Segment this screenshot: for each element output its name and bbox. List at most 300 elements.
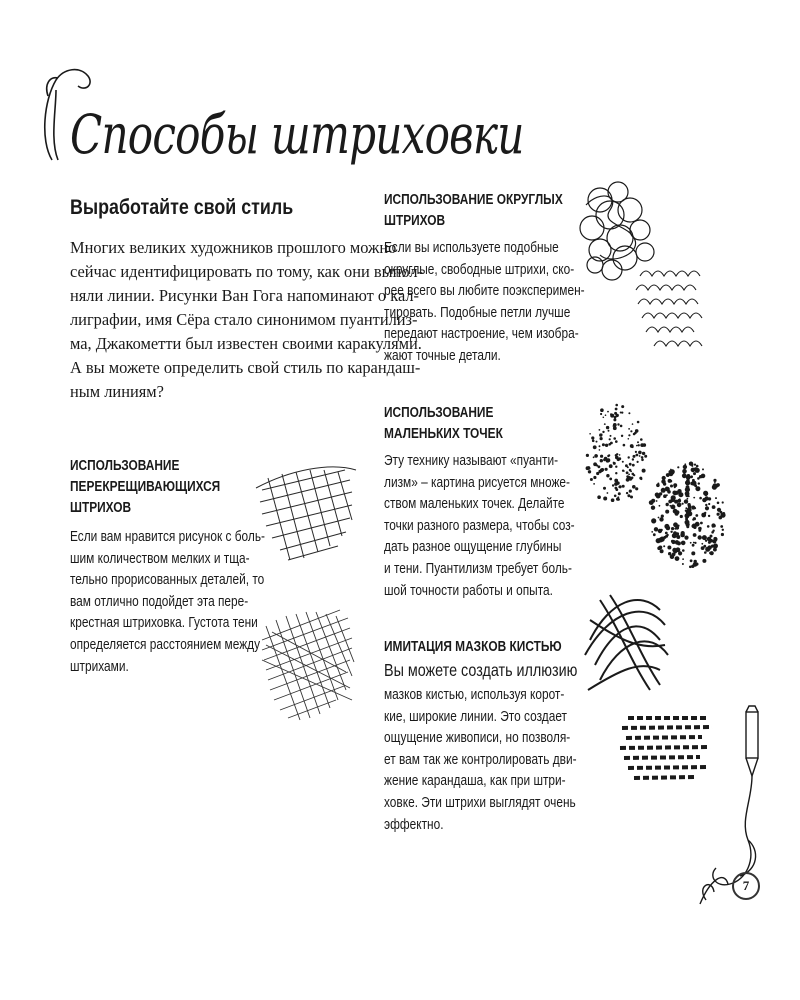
dot-mark xyxy=(670,485,673,488)
dot-mark xyxy=(663,545,665,547)
dot-mark xyxy=(705,504,707,506)
dot-mark xyxy=(694,560,697,563)
dot-mark xyxy=(623,444,626,447)
dot-mark xyxy=(617,423,619,425)
dot-mark xyxy=(672,548,677,553)
dot-mark xyxy=(613,425,615,427)
page-title: Способы штриховки xyxy=(70,103,524,166)
dot-mark xyxy=(629,463,632,466)
text-line: вам отлично подойдет эта пере- xyxy=(70,593,249,610)
dot-mark xyxy=(628,456,630,458)
dot-mark xyxy=(669,470,672,473)
dot-mark xyxy=(601,434,603,436)
dot-mark xyxy=(690,542,692,544)
dot-mark xyxy=(636,445,638,447)
dots-swatch-large xyxy=(649,462,726,569)
dot-mark xyxy=(657,546,661,550)
text-line: и тени. Пуантилизм требует боль- xyxy=(384,560,572,577)
dot-mark xyxy=(615,408,618,411)
intro-paragraph xyxy=(70,236,432,404)
dot-mark xyxy=(721,533,724,536)
dot-mark xyxy=(667,546,671,550)
dot-mark xyxy=(606,426,609,429)
dot-mark xyxy=(630,444,634,448)
dot-mark xyxy=(656,484,660,488)
scribble-swatch xyxy=(580,182,654,280)
dot-mark xyxy=(591,436,594,439)
dot-mark xyxy=(608,430,610,432)
loop-swatch xyxy=(636,271,702,346)
dot-mark xyxy=(665,510,669,514)
dot-mark xyxy=(610,435,612,437)
dot-mark xyxy=(711,531,714,534)
brush-heading: ИМИТАЦИЯ МАЗКОВ КИСТЬЮ xyxy=(384,639,562,655)
dot-mark xyxy=(620,412,622,414)
text-line: лизм» – картина рисуется множе- xyxy=(384,474,571,491)
intro-line: Многих великих художников прошлого можно xyxy=(70,238,397,257)
dot-mark xyxy=(599,449,601,451)
dot-mark xyxy=(589,433,591,435)
text-line: ховке. Эти штрихи выглядят очень xyxy=(384,794,576,811)
dot-mark xyxy=(616,498,619,501)
dot-mark xyxy=(588,470,591,473)
dot-mark xyxy=(598,470,601,473)
dot-mark xyxy=(621,435,623,437)
dot-mark xyxy=(597,495,601,499)
dot-mark xyxy=(684,463,686,465)
dot-mark xyxy=(692,525,695,528)
dot-mark xyxy=(687,498,689,500)
dot-mark xyxy=(593,456,595,458)
dot-mark xyxy=(680,515,683,518)
text-line: эффектно. xyxy=(384,816,444,833)
dot-mark xyxy=(611,498,615,502)
dot-mark xyxy=(596,441,598,443)
dot-mark xyxy=(705,494,708,497)
text-line: точки разного размера, чтобы соз- xyxy=(384,517,575,534)
dot-mark xyxy=(653,533,656,536)
dot-mark xyxy=(641,459,644,462)
dot-mark xyxy=(665,525,668,528)
text-line: штрихами. xyxy=(70,658,129,675)
dot-mark xyxy=(666,503,669,506)
dot-mark xyxy=(682,503,684,505)
dot-mark xyxy=(590,478,593,481)
dot-mark xyxy=(613,426,617,430)
dots-text xyxy=(384,451,575,602)
intro-line: лиграфии, имя Сёра стало синонимом пуантилиз- xyxy=(70,310,418,329)
dot-mark xyxy=(694,542,696,544)
dot-mark xyxy=(640,438,643,441)
dot-mark xyxy=(603,417,605,419)
dot-mark xyxy=(696,465,699,468)
dot-mark xyxy=(701,474,706,479)
page-number: 7 xyxy=(732,872,760,900)
dot-mark xyxy=(668,552,671,555)
crosshatch-swatch-light xyxy=(256,467,356,560)
dot-mark xyxy=(692,464,694,466)
dot-mark xyxy=(665,532,668,535)
dot-mark xyxy=(692,544,695,547)
dot-mark xyxy=(695,486,700,491)
intro-line: ма, Джакометти был известен своими каракулями. xyxy=(70,334,422,353)
dot-mark xyxy=(713,548,717,552)
dot-mark xyxy=(603,458,606,461)
dot-mark xyxy=(640,478,642,480)
dot-mark xyxy=(691,481,696,486)
heading-line: ИСПОЛЬЗОВАНИЕ xyxy=(70,458,180,474)
dot-mark xyxy=(698,529,701,532)
dot-mark xyxy=(714,479,716,481)
dot-mark xyxy=(659,492,662,495)
dot-mark xyxy=(607,492,609,494)
dot-mark xyxy=(642,452,645,455)
dot-mark xyxy=(613,437,616,440)
dot-mark xyxy=(622,461,624,463)
text-line: ощущение живописи, но позволя- xyxy=(384,730,571,747)
text-line: рее всего вы любите поэксперимен- xyxy=(384,283,585,300)
dot-mark xyxy=(695,468,700,473)
dot-mark xyxy=(656,495,659,498)
dot-mark xyxy=(619,454,621,456)
dot-mark xyxy=(668,500,672,504)
dot-mark xyxy=(602,443,605,446)
heading-line: ШТРИХОВ xyxy=(70,500,132,516)
dot-mark xyxy=(621,405,624,408)
brush-lead-line: Вы можете создать иллюзию xyxy=(384,660,578,680)
dot-mark xyxy=(602,431,604,433)
dot-mark xyxy=(676,535,680,539)
dot-mark xyxy=(600,459,603,462)
dot-mark xyxy=(677,466,679,468)
dot-mark xyxy=(605,444,608,447)
dot-mark xyxy=(696,525,698,527)
dot-mark xyxy=(600,413,602,415)
dot-mark xyxy=(715,497,717,499)
dot-mark xyxy=(677,503,682,508)
dot-mark xyxy=(600,408,604,412)
dot-mark xyxy=(673,483,677,487)
dot-mark xyxy=(665,487,670,492)
dot-mark xyxy=(720,525,723,528)
dot-mark xyxy=(654,527,658,531)
heading-line: ИСПОЛЬЗОВАНИЕ xyxy=(384,405,494,421)
dot-mark xyxy=(707,537,711,541)
round-strokes-text xyxy=(384,238,585,368)
dot-mark xyxy=(675,556,680,561)
dot-mark xyxy=(714,487,716,489)
text-line: шой точности работы и опыта. xyxy=(384,582,553,599)
dot-mark xyxy=(663,494,667,498)
dot-mark xyxy=(677,489,681,493)
dot-mark xyxy=(694,464,696,466)
dot-mark xyxy=(661,488,666,493)
dot-mark xyxy=(682,558,684,560)
dot-mark xyxy=(661,515,664,518)
dot-mark xyxy=(693,497,695,499)
dot-mark xyxy=(707,525,710,528)
heading-line: ШТРИХОВ xyxy=(384,213,446,229)
dot-mark xyxy=(682,469,687,474)
dot-mark xyxy=(618,492,621,495)
dot-mark xyxy=(656,500,658,502)
dot-mark xyxy=(713,537,717,541)
section-heading-style: Выработайте свой стиль xyxy=(70,196,294,219)
dot-mark xyxy=(686,485,690,489)
crosshatch-heading xyxy=(70,456,220,519)
dot-mark xyxy=(685,520,690,525)
text-line: дать разное ощущение глубины xyxy=(384,539,562,556)
dot-mark xyxy=(685,493,689,497)
dot-mark xyxy=(649,500,654,505)
dot-mark xyxy=(702,559,706,563)
dot-mark xyxy=(712,505,716,509)
dot-mark xyxy=(675,541,679,545)
dot-mark xyxy=(593,483,595,485)
dot-mark xyxy=(658,517,660,519)
dot-mark xyxy=(632,464,635,467)
dot-mark xyxy=(682,563,684,565)
dot-mark xyxy=(684,536,688,540)
dot-mark xyxy=(615,440,618,443)
dot-mark xyxy=(708,503,710,505)
dot-mark xyxy=(612,484,614,486)
dot-mark xyxy=(637,461,639,463)
dot-mark xyxy=(651,518,656,523)
dot-mark xyxy=(659,505,661,507)
dot-mark xyxy=(618,486,620,488)
dot-mark xyxy=(651,506,655,510)
dot-mark xyxy=(609,478,612,481)
dot-mark xyxy=(682,549,685,552)
dot-mark xyxy=(704,496,708,500)
dot-mark xyxy=(609,438,611,440)
dot-mark xyxy=(644,455,647,458)
heading-line: ПЕРЕКРЕЩИВАЮЩИХСЯ xyxy=(70,479,221,495)
dot-mark xyxy=(603,487,606,490)
dot-mark xyxy=(630,471,632,473)
dot-mark xyxy=(637,441,639,443)
dot-mark xyxy=(615,472,617,474)
dot-mark xyxy=(609,464,613,468)
dot-mark xyxy=(614,482,618,486)
dot-mark xyxy=(717,513,720,516)
dot-mark xyxy=(593,445,597,449)
dot-mark xyxy=(671,540,674,543)
dot-mark xyxy=(666,473,670,477)
dot-mark xyxy=(708,515,710,517)
dot-mark xyxy=(615,404,618,407)
dot-mark xyxy=(695,514,698,517)
dot-mark xyxy=(710,551,714,555)
dot-mark xyxy=(705,540,707,542)
brush-swatch-tangle xyxy=(585,595,668,690)
dot-mark xyxy=(693,472,696,475)
dot-mark xyxy=(622,470,624,472)
dot-mark xyxy=(717,502,720,505)
dot-mark xyxy=(643,444,645,446)
dot-mark xyxy=(617,458,620,461)
dot-mark xyxy=(636,454,639,457)
crosshatch-swatch-dense xyxy=(262,610,354,720)
dots-heading xyxy=(384,403,503,445)
dot-mark xyxy=(613,462,615,464)
dot-mark xyxy=(677,499,681,503)
heading-line: ИСПОЛЬЗОВАНИЕ ОКРУГЛЫХ xyxy=(384,192,563,208)
dot-mark xyxy=(658,538,663,543)
intro-line: няли линии. Рисунки Ван Гога напоминают о кал- xyxy=(70,286,419,305)
text-line: жение карандаша, как при штри- xyxy=(384,773,566,790)
dot-mark xyxy=(599,445,601,447)
text-line: ет вам так же контролировать дви- xyxy=(384,751,577,768)
dot-mark xyxy=(616,414,619,417)
dot-mark xyxy=(639,455,641,457)
dot-mark xyxy=(672,552,676,556)
dot-mark xyxy=(687,508,692,513)
dot-mark xyxy=(607,455,609,457)
text-line: Эту технику называют «пуанти- xyxy=(384,453,559,469)
round-strokes-heading xyxy=(384,190,563,232)
dot-mark xyxy=(606,458,610,462)
dot-mark xyxy=(603,497,607,501)
dot-mark xyxy=(592,440,595,443)
dot-mark xyxy=(633,455,636,458)
dot-mark xyxy=(614,479,618,483)
dot-mark xyxy=(626,492,628,494)
dot-mark xyxy=(668,479,672,483)
dot-mark xyxy=(632,485,636,489)
dot-mark xyxy=(680,533,685,538)
dot-mark xyxy=(675,510,679,514)
dot-mark xyxy=(641,456,644,459)
dot-mark xyxy=(678,551,682,555)
dot-mark xyxy=(628,438,630,440)
text-line: жают точные детали. xyxy=(384,347,501,364)
dot-mark xyxy=(707,545,711,549)
dot-mark xyxy=(638,444,640,446)
dot-mark xyxy=(606,474,609,477)
text-line: тельно прорисованных деталей, то xyxy=(70,572,265,589)
dot-mark xyxy=(712,526,714,528)
dot-mark xyxy=(630,496,633,499)
text-line: округлые, свободные штрихи, ско- xyxy=(384,261,575,278)
dot-mark xyxy=(701,543,703,545)
dot-mark xyxy=(630,430,632,432)
dot-mark xyxy=(613,418,616,421)
dot-mark xyxy=(626,475,629,478)
dot-mark xyxy=(628,474,630,476)
text-line: мазков кистью, используя корот- xyxy=(384,687,565,703)
dot-mark xyxy=(714,482,716,484)
dot-mark xyxy=(616,453,618,455)
dot-mark xyxy=(713,544,718,549)
text-line: крестная штриховка. Густота тени xyxy=(70,615,258,632)
dot-mark xyxy=(627,494,630,497)
dot-mark xyxy=(642,469,646,473)
dot-mark xyxy=(622,485,625,488)
dot-mark xyxy=(661,479,665,483)
dot-mark xyxy=(637,421,640,424)
dot-mark xyxy=(629,490,632,493)
dot-mark xyxy=(605,468,608,471)
dot-mark xyxy=(635,429,639,433)
dot-mark xyxy=(698,535,702,539)
brush-swatch-wide xyxy=(620,718,712,778)
dot-mark xyxy=(615,487,618,490)
dot-mark xyxy=(628,412,630,414)
dot-mark xyxy=(701,513,706,518)
dot-mark xyxy=(698,482,700,484)
dot-mark xyxy=(586,454,589,457)
dot-mark xyxy=(626,471,629,474)
intro-line: сейчас идентифицировать по тому, как они выпол- xyxy=(70,262,423,281)
dot-mark xyxy=(593,462,597,466)
dot-mark xyxy=(633,474,635,476)
dot-mark xyxy=(600,455,603,458)
dot-mark xyxy=(704,551,707,554)
dot-mark xyxy=(670,531,672,533)
text-line: ством маленьких точек. Делайте xyxy=(384,496,565,513)
dot-mark xyxy=(651,531,653,533)
dot-mark xyxy=(693,517,696,520)
dot-mark xyxy=(632,458,634,460)
dot-mark xyxy=(690,475,693,478)
dot-mark xyxy=(671,507,673,509)
text-line: определяется расстоянием между xyxy=(70,636,261,653)
dot-mark xyxy=(607,411,609,413)
dot-mark xyxy=(628,434,630,436)
dot-mark xyxy=(627,466,629,468)
dot-mark xyxy=(691,506,695,510)
dot-mark xyxy=(684,499,688,503)
dot-mark xyxy=(722,501,724,503)
dot-mark xyxy=(671,527,674,530)
dots-swatch-small xyxy=(586,404,648,502)
dot-mark xyxy=(675,526,679,530)
text-line: кие, широкие линии. Это создает xyxy=(384,708,568,725)
dot-mark xyxy=(598,465,601,468)
dot-mark xyxy=(614,495,617,498)
dot-mark xyxy=(635,487,638,490)
dot-mark xyxy=(681,541,686,546)
dot-mark xyxy=(628,428,630,430)
dot-mark xyxy=(604,423,606,425)
dot-mark xyxy=(615,466,617,468)
dot-mark xyxy=(702,468,704,470)
dot-mark xyxy=(605,414,607,416)
dot-mark xyxy=(676,532,679,535)
dot-mark xyxy=(620,425,623,428)
dot-mark xyxy=(632,423,634,425)
dot-mark xyxy=(639,452,641,454)
dot-mark xyxy=(700,522,703,525)
dot-mark xyxy=(687,474,690,477)
dot-mark xyxy=(600,437,603,440)
dot-mark xyxy=(588,466,590,468)
dot-mark xyxy=(690,559,693,562)
text-line: передают настроение, чем изобра- xyxy=(384,326,579,343)
dot-mark xyxy=(659,517,663,521)
dot-mark xyxy=(660,549,664,553)
dot-mark xyxy=(626,478,630,482)
crosshatch-text xyxy=(70,527,265,678)
text-line: шим количеством мелких и тща- xyxy=(70,550,250,567)
dot-mark xyxy=(722,529,724,531)
dot-mark xyxy=(593,476,596,479)
footer-flourish xyxy=(700,878,728,904)
heading-line: МАЛЕНЬКИХ ТОЧЕК xyxy=(384,426,503,442)
text-line: Если вы используете подобные xyxy=(384,240,559,256)
